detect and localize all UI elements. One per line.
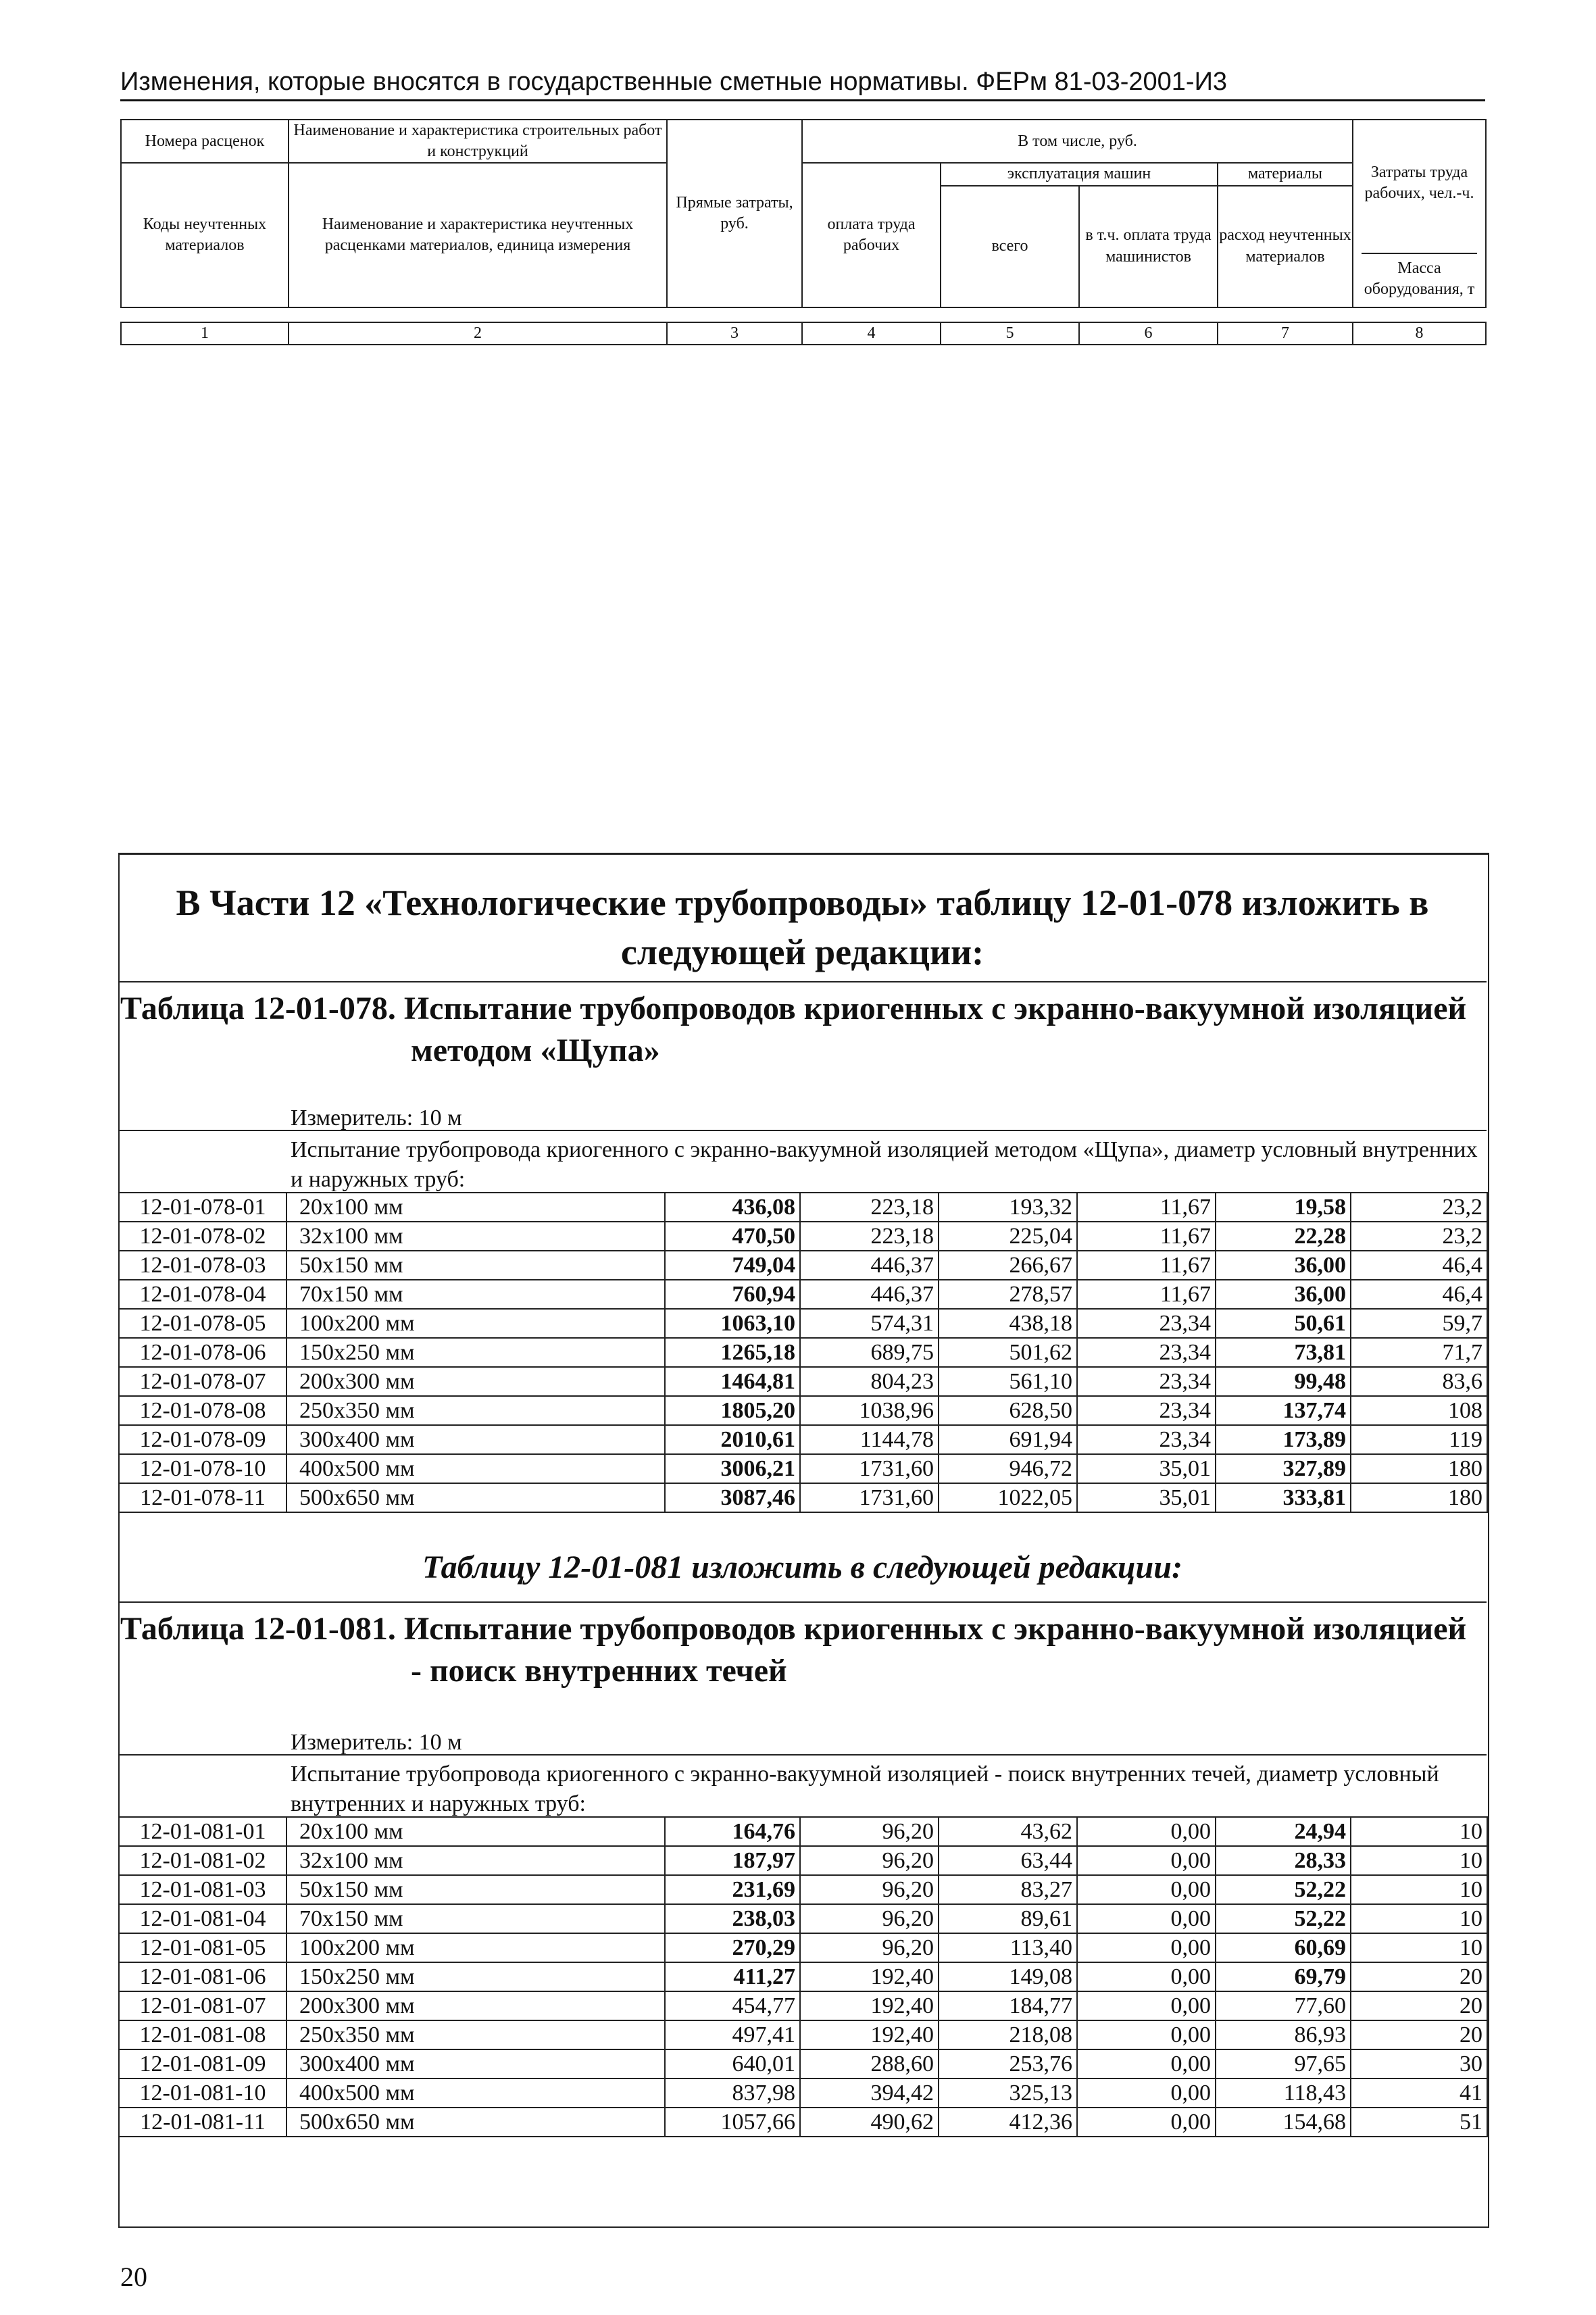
table-row bbox=[119, 1817, 1487, 1846]
materials-cell: 28,33 bbox=[1216, 1846, 1351, 1875]
materials-cell: 99,48 bbox=[1216, 1367, 1351, 1396]
machines-total-cell: 225,04 bbox=[939, 1222, 1077, 1251]
wages-cell: 446,37 bbox=[800, 1280, 939, 1309]
table-row bbox=[119, 1425, 1487, 1454]
direct-costs-cell: 837,98 bbox=[665, 2078, 800, 2108]
wages-cell: 192,40 bbox=[800, 1962, 939, 1991]
table-row bbox=[119, 2108, 1487, 2137]
table-row bbox=[119, 1193, 1487, 1222]
work-name-cell: 400х500 мм bbox=[286, 2078, 665, 2108]
column-number: 1 bbox=[121, 322, 289, 345]
labor-cell: 20 bbox=[1351, 1962, 1487, 1991]
materials-cell: 19,58 bbox=[1216, 1193, 1351, 1222]
col-machinist-wages-header: в т.ч. оплата труда машинистов bbox=[1079, 186, 1218, 307]
table-row bbox=[119, 1962, 1487, 1991]
col-wages-header: оплата труда рабочих bbox=[802, 163, 941, 307]
direct-costs-cell: 640,01 bbox=[665, 2049, 800, 2078]
col-materials-use-header: расход неучтенных материалов bbox=[1218, 186, 1353, 307]
direct-costs-cell: 1057,66 bbox=[665, 2108, 800, 2137]
machinist-wages-cell: 0,00 bbox=[1077, 2108, 1216, 2137]
page-number: 20 bbox=[120, 2262, 147, 2292]
table-row bbox=[119, 1846, 1487, 1875]
machinist-wages-cell: 0,00 bbox=[1077, 1846, 1216, 1875]
rate-code-cell: 12-01-081-11 bbox=[119, 2108, 286, 2137]
direct-costs-cell: 1805,20 bbox=[665, 1396, 800, 1425]
rate-code-cell: 12-01-078-07 bbox=[119, 1367, 286, 1396]
wages-cell: 192,40 bbox=[800, 2020, 939, 2049]
table-row bbox=[119, 1222, 1487, 1251]
work-name-cell: 150х250 мм bbox=[286, 1962, 665, 1991]
col-labor-header: Затраты труда рабочих, чел.-ч. bbox=[1353, 120, 1486, 247]
table-row bbox=[119, 1454, 1487, 1483]
table-row bbox=[119, 1309, 1487, 1338]
work-name-cell: 300х400 мм bbox=[286, 2049, 665, 2078]
direct-costs-cell: 1063,10 bbox=[665, 1309, 800, 1338]
measure-label: Измеритель: 10 м bbox=[291, 1105, 462, 1130]
machinist-wages-cell: 11,67 bbox=[1077, 1193, 1216, 1222]
wages-cell: 1731,60 bbox=[800, 1454, 939, 1483]
machines-total-cell: 561,10 bbox=[939, 1367, 1077, 1396]
page-header: Изменения, которые вносятся в государственные сметные нормативы. ФЕРм 81-03-2001-И3 bbox=[120, 68, 1485, 101]
table-row bbox=[119, 1280, 1487, 1309]
work-name-cell: 200х300 мм bbox=[286, 1367, 665, 1396]
column-number: 2 bbox=[289, 322, 667, 345]
rate-code-cell: 12-01-081-02 bbox=[119, 1846, 286, 1875]
direct-costs-cell: 470,50 bbox=[665, 1222, 800, 1251]
machinist-wages-cell: 0,00 bbox=[1077, 1875, 1216, 1904]
wages-cell: 96,20 bbox=[800, 1846, 939, 1875]
direct-costs-cell: 749,04 bbox=[665, 1251, 800, 1280]
machines-total-cell: 325,13 bbox=[939, 2078, 1077, 2108]
work-name-cell: 100х200 мм bbox=[286, 1309, 665, 1338]
work-name-cell: 150х250 мм bbox=[286, 1338, 665, 1367]
materials-cell: 60,69 bbox=[1216, 1933, 1351, 1962]
machinist-wages-cell: 0,00 bbox=[1077, 2049, 1216, 2078]
table-12-01-081-instruction: Таблицу 12-01-081 изложить в следующей редакции: bbox=[422, 1549, 1182, 1585]
labor-cell: 83,6 bbox=[1351, 1367, 1487, 1396]
machinist-wages-cell: 0,00 bbox=[1077, 2078, 1216, 2108]
table-row bbox=[119, 1251, 1487, 1280]
table-12-01-078-description: Испытание трубопровода криогенного с экранно-вакуумной изоляцией методом «Щупа», диаметр условный внутренних и наружных труб: bbox=[291, 1137, 1478, 1193]
materials-cell: 73,81 bbox=[1216, 1338, 1351, 1367]
labor-cell: 180 bbox=[1351, 1454, 1487, 1483]
materials-cell: 52,22 bbox=[1216, 1875, 1351, 1904]
rate-code-cell: 12-01-081-03 bbox=[119, 1875, 286, 1904]
machines-total-cell: 113,40 bbox=[939, 1933, 1077, 1962]
direct-costs-cell: 3006,21 bbox=[665, 1454, 800, 1483]
work-name-cell: 20х100 мм bbox=[286, 1817, 665, 1846]
machinist-wages-cell: 11,67 bbox=[1077, 1251, 1216, 1280]
rate-code-cell: 12-01-078-04 bbox=[119, 1280, 286, 1309]
labor-cell: 20 bbox=[1351, 2020, 1487, 2049]
materials-cell: 69,79 bbox=[1216, 1962, 1351, 1991]
wages-cell: 804,23 bbox=[800, 1367, 939, 1396]
table-12-01-078-title: Таблица 12-01-078. Испытание трубопроводов криогенных с экранно-вакуумной изоляцией методом «Щупа» bbox=[120, 991, 1467, 1069]
rate-code-cell: 12-01-081-06 bbox=[119, 1962, 286, 1991]
labor-cell: 30 bbox=[1351, 2049, 1487, 2078]
machines-total-cell: 89,61 bbox=[939, 1904, 1077, 1933]
column-number: 7 bbox=[1218, 322, 1353, 345]
including-header: В том числе, руб. bbox=[802, 120, 1353, 163]
rate-code-cell: 12-01-078-01 bbox=[119, 1193, 286, 1222]
column-number: 5 bbox=[941, 322, 1079, 345]
labor-cell: 108 bbox=[1351, 1396, 1487, 1425]
machines-total-cell: 63,44 bbox=[939, 1846, 1077, 1875]
table-12-01-078 bbox=[118, 1192, 1488, 1513]
machines-total-cell: 1022,05 bbox=[939, 1483, 1077, 1512]
rate-code-cell: 12-01-081-05 bbox=[119, 1933, 286, 1962]
rate-code-cell: 12-01-078-11 bbox=[119, 1483, 286, 1512]
wages-cell: 192,40 bbox=[800, 1991, 939, 2020]
work-name-cell: 200х300 мм bbox=[286, 1991, 665, 2020]
machines-total-cell: 691,94 bbox=[939, 1425, 1077, 1454]
machinist-wages-cell: 0,00 bbox=[1077, 2020, 1216, 2049]
work-name-cell: 100х200 мм bbox=[286, 1933, 665, 1962]
direct-costs-cell: 454,77 bbox=[665, 1991, 800, 2020]
machines-total-cell: 83,27 bbox=[939, 1875, 1077, 1904]
table-row bbox=[119, 1367, 1487, 1396]
wages-cell: 574,31 bbox=[800, 1309, 939, 1338]
labor-cell: 59,7 bbox=[1351, 1309, 1487, 1338]
materials-cell: 50,61 bbox=[1216, 1309, 1351, 1338]
materials-cell: 137,74 bbox=[1216, 1396, 1351, 1425]
wages-cell: 689,75 bbox=[800, 1338, 939, 1367]
labor-cell: 10 bbox=[1351, 1817, 1487, 1846]
direct-costs-cell: 3087,46 bbox=[665, 1483, 800, 1512]
wages-cell: 96,20 bbox=[800, 1904, 939, 1933]
table-12-01-081-title: Таблица 12-01-081. Испытание трубопроводов криогенных с экранно-вакуумной изоляцией - поиск внутренних течей bbox=[120, 1611, 1467, 1689]
materials-cell: 86,93 bbox=[1216, 2020, 1351, 2049]
work-name-cell: 400х500 мм bbox=[286, 1454, 665, 1483]
labor-cell: 10 bbox=[1351, 1904, 1487, 1933]
table-row bbox=[119, 1875, 1487, 1904]
table-12-01-081 bbox=[118, 1816, 1488, 2137]
wages-cell: 1731,60 bbox=[800, 1483, 939, 1512]
machines-total-cell: 278,57 bbox=[939, 1280, 1077, 1309]
wages-cell: 288,60 bbox=[800, 2049, 939, 2078]
rate-code-cell: 12-01-081-07 bbox=[119, 1991, 286, 2020]
col-mass-header: Масса оборудования, т bbox=[1353, 247, 1486, 307]
labor-cell: 71,7 bbox=[1351, 1338, 1487, 1367]
table-row bbox=[119, 1483, 1487, 1512]
direct-costs-cell: 497,41 bbox=[665, 2020, 800, 2049]
materials-cell: 118,43 bbox=[1216, 2078, 1351, 2108]
materials-cell: 36,00 bbox=[1216, 1280, 1351, 1309]
direct-costs-cell: 436,08 bbox=[665, 1193, 800, 1222]
machines-total-cell: 266,67 bbox=[939, 1251, 1077, 1280]
rate-code-cell: 12-01-081-09 bbox=[119, 2049, 286, 2078]
wages-cell: 490,62 bbox=[800, 2108, 939, 2137]
machinist-wages-cell: 23,34 bbox=[1077, 1309, 1216, 1338]
column-number: 8 bbox=[1353, 322, 1486, 345]
rate-code-cell: 12-01-078-02 bbox=[119, 1222, 286, 1251]
machinist-wages-cell: 23,34 bbox=[1077, 1338, 1216, 1367]
wages-cell: 96,20 bbox=[800, 1817, 939, 1846]
work-name-cell: 250х350 мм bbox=[286, 1396, 665, 1425]
machinist-wages-cell: 35,01 bbox=[1077, 1454, 1216, 1483]
rate-code-cell: 12-01-081-01 bbox=[119, 1817, 286, 1846]
wages-cell: 1038,96 bbox=[800, 1396, 939, 1425]
machinist-wages-cell: 0,00 bbox=[1077, 1904, 1216, 1933]
machines-total-cell: 946,72 bbox=[939, 1454, 1077, 1483]
wages-cell: 1144,78 bbox=[800, 1425, 939, 1454]
direct-costs-cell: 187,97 bbox=[665, 1846, 800, 1875]
direct-costs-cell: 270,29 bbox=[665, 1933, 800, 1962]
table-row bbox=[119, 1991, 1487, 2020]
work-name-cell: 50х150 мм bbox=[286, 1251, 665, 1280]
materials-header: материалы bbox=[1218, 163, 1353, 185]
work-name-cell: 70х150 мм bbox=[286, 1904, 665, 1933]
machinist-wages-cell: 23,34 bbox=[1077, 1396, 1216, 1425]
rate-code-cell: 12-01-078-08 bbox=[119, 1396, 286, 1425]
table-row bbox=[119, 1396, 1487, 1425]
direct-costs-cell: 238,03 bbox=[665, 1904, 800, 1933]
materials-cell: 154,68 bbox=[1216, 2108, 1351, 2137]
work-name-cell: 20х100 мм bbox=[286, 1193, 665, 1222]
direct-costs-cell: 164,76 bbox=[665, 1817, 800, 1846]
work-name-cell: 70х150 мм bbox=[286, 1280, 665, 1309]
labor-cell: 10 bbox=[1351, 1933, 1487, 1962]
direct-costs-cell: 231,69 bbox=[665, 1875, 800, 1904]
machinist-wages-cell: 0,00 bbox=[1077, 1817, 1216, 1846]
materials-cell: 36,00 bbox=[1216, 1251, 1351, 1280]
wages-cell: 96,20 bbox=[800, 1875, 939, 1904]
machines-total-cell: 253,76 bbox=[939, 2049, 1077, 2078]
rate-code-cell: 12-01-078-10 bbox=[119, 1454, 286, 1483]
column-number: 4 bbox=[802, 322, 941, 345]
labor-cell: 23,2 bbox=[1351, 1193, 1487, 1222]
machinist-wages-cell: 0,00 bbox=[1077, 1933, 1216, 1962]
labor-cell: 10 bbox=[1351, 1875, 1487, 1904]
machinist-wages-cell: 23,34 bbox=[1077, 1367, 1216, 1396]
table-row bbox=[119, 1904, 1487, 1933]
machines-total-cell: 184,77 bbox=[939, 1991, 1077, 2020]
column-header-table bbox=[120, 119, 1487, 345]
labor-cell: 46,4 bbox=[1351, 1280, 1487, 1309]
wages-cell: 446,37 bbox=[800, 1251, 939, 1280]
table-row bbox=[119, 2020, 1487, 2049]
materials-cell: 327,89 bbox=[1216, 1454, 1351, 1483]
materials-cell: 97,65 bbox=[1216, 2049, 1351, 2078]
work-name-cell: 250х350 мм bbox=[286, 2020, 665, 2049]
col-material-names-header: Наименование и характеристика неучтенных расценками материалов, единица измерения bbox=[289, 163, 667, 307]
wages-cell: 223,18 bbox=[800, 1222, 939, 1251]
machines-total-cell: 193,32 bbox=[939, 1193, 1077, 1222]
column-number: 6 bbox=[1079, 322, 1218, 345]
materials-cell: 77,60 bbox=[1216, 1991, 1351, 2020]
labor-cell: 20 bbox=[1351, 1991, 1487, 2020]
materials-cell: 24,94 bbox=[1216, 1817, 1351, 1846]
machinist-wages-cell: 0,00 bbox=[1077, 1962, 1216, 1991]
direct-costs-cell: 1464,81 bbox=[665, 1367, 800, 1396]
labor-cell: 41 bbox=[1351, 2078, 1487, 2108]
machines-header: эксплуатация машин bbox=[941, 163, 1218, 185]
part-title: В Части 12 «Технологические трубопроводы» таблицу 12-01-078 изложить в следующей редакции: bbox=[176, 882, 1429, 972]
work-name-cell: 32х100 мм bbox=[286, 1846, 665, 1875]
rate-code-cell: 12-01-078-09 bbox=[119, 1425, 286, 1454]
col-material-codes-header: Коды неучтенных материалов bbox=[121, 163, 289, 307]
machines-total-cell: 412,36 bbox=[939, 2108, 1077, 2137]
wages-cell: 394,42 bbox=[800, 2078, 939, 2108]
machinist-wages-cell: 11,67 bbox=[1077, 1222, 1216, 1251]
col-name-header: Наименование и характеристика строительных работ и конструкций bbox=[289, 120, 667, 163]
materials-cell: 173,89 bbox=[1216, 1425, 1351, 1454]
rate-code-cell: 12-01-078-06 bbox=[119, 1338, 286, 1367]
rate-code-cell: 12-01-081-08 bbox=[119, 2020, 286, 2049]
table-row bbox=[119, 1933, 1487, 1962]
materials-cell: 22,28 bbox=[1216, 1222, 1351, 1251]
machinist-wages-cell: 35,01 bbox=[1077, 1483, 1216, 1512]
machinist-wages-cell: 23,34 bbox=[1077, 1425, 1216, 1454]
labor-cell: 180 bbox=[1351, 1483, 1487, 1512]
table-row bbox=[119, 2049, 1487, 2078]
work-name-cell: 300х400 мм bbox=[286, 1425, 665, 1454]
rate-code-cell: 12-01-078-05 bbox=[119, 1309, 286, 1338]
machines-total-cell: 149,08 bbox=[939, 1962, 1077, 1991]
materials-cell: 333,81 bbox=[1216, 1483, 1351, 1512]
col-machines-total-header: всего bbox=[941, 186, 1079, 307]
labor-cell: 119 bbox=[1351, 1425, 1487, 1454]
measure-label: Измеритель: 10 м bbox=[291, 1730, 462, 1755]
labor-cell: 51 bbox=[1351, 2108, 1487, 2137]
col-direct-costs-header: Прямые затраты, руб. bbox=[667, 120, 802, 307]
rate-code-cell: 12-01-081-10 bbox=[119, 2078, 286, 2108]
rate-code-cell: 12-01-081-04 bbox=[119, 1904, 286, 1933]
machines-total-cell: 218,08 bbox=[939, 2020, 1077, 2049]
machines-total-cell: 438,18 bbox=[939, 1309, 1077, 1338]
rate-code-cell: 12-01-078-03 bbox=[119, 1251, 286, 1280]
machinist-wages-cell: 0,00 bbox=[1077, 1991, 1216, 2020]
col-codes-header: Номера расценок bbox=[121, 120, 289, 163]
table-row bbox=[119, 1338, 1487, 1367]
direct-costs-cell: 411,27 bbox=[665, 1962, 800, 1991]
work-name-cell: 50х150 мм bbox=[286, 1875, 665, 1904]
direct-costs-cell: 760,94 bbox=[665, 1280, 800, 1309]
work-name-cell: 500х650 мм bbox=[286, 2108, 665, 2137]
table-12-01-081-description: Испытание трубопровода криогенного с экранно-вакуумной изоляцией - поиск внутренних течей, диаметр условный внутренних и наружных труб: bbox=[291, 1762, 1439, 1817]
wages-cell: 223,18 bbox=[800, 1193, 939, 1222]
labor-cell: 23,2 bbox=[1351, 1222, 1487, 1251]
table-row bbox=[119, 2078, 1487, 2108]
column-number: 3 bbox=[667, 322, 802, 345]
work-name-cell: 500х650 мм bbox=[286, 1483, 665, 1512]
work-name-cell: 32х100 мм bbox=[286, 1222, 665, 1251]
materials-cell: 52,22 bbox=[1216, 1904, 1351, 1933]
machines-total-cell: 628,50 bbox=[939, 1396, 1077, 1425]
direct-costs-cell: 2010,61 bbox=[665, 1425, 800, 1454]
direct-costs-cell: 1265,18 bbox=[665, 1338, 800, 1367]
wages-cell: 96,20 bbox=[800, 1933, 939, 1962]
machinist-wages-cell: 11,67 bbox=[1077, 1280, 1216, 1309]
labor-cell: 46,4 bbox=[1351, 1251, 1487, 1280]
machines-total-cell: 501,62 bbox=[939, 1338, 1077, 1367]
machines-total-cell: 43,62 bbox=[939, 1817, 1077, 1846]
labor-cell: 10 bbox=[1351, 1846, 1487, 1875]
